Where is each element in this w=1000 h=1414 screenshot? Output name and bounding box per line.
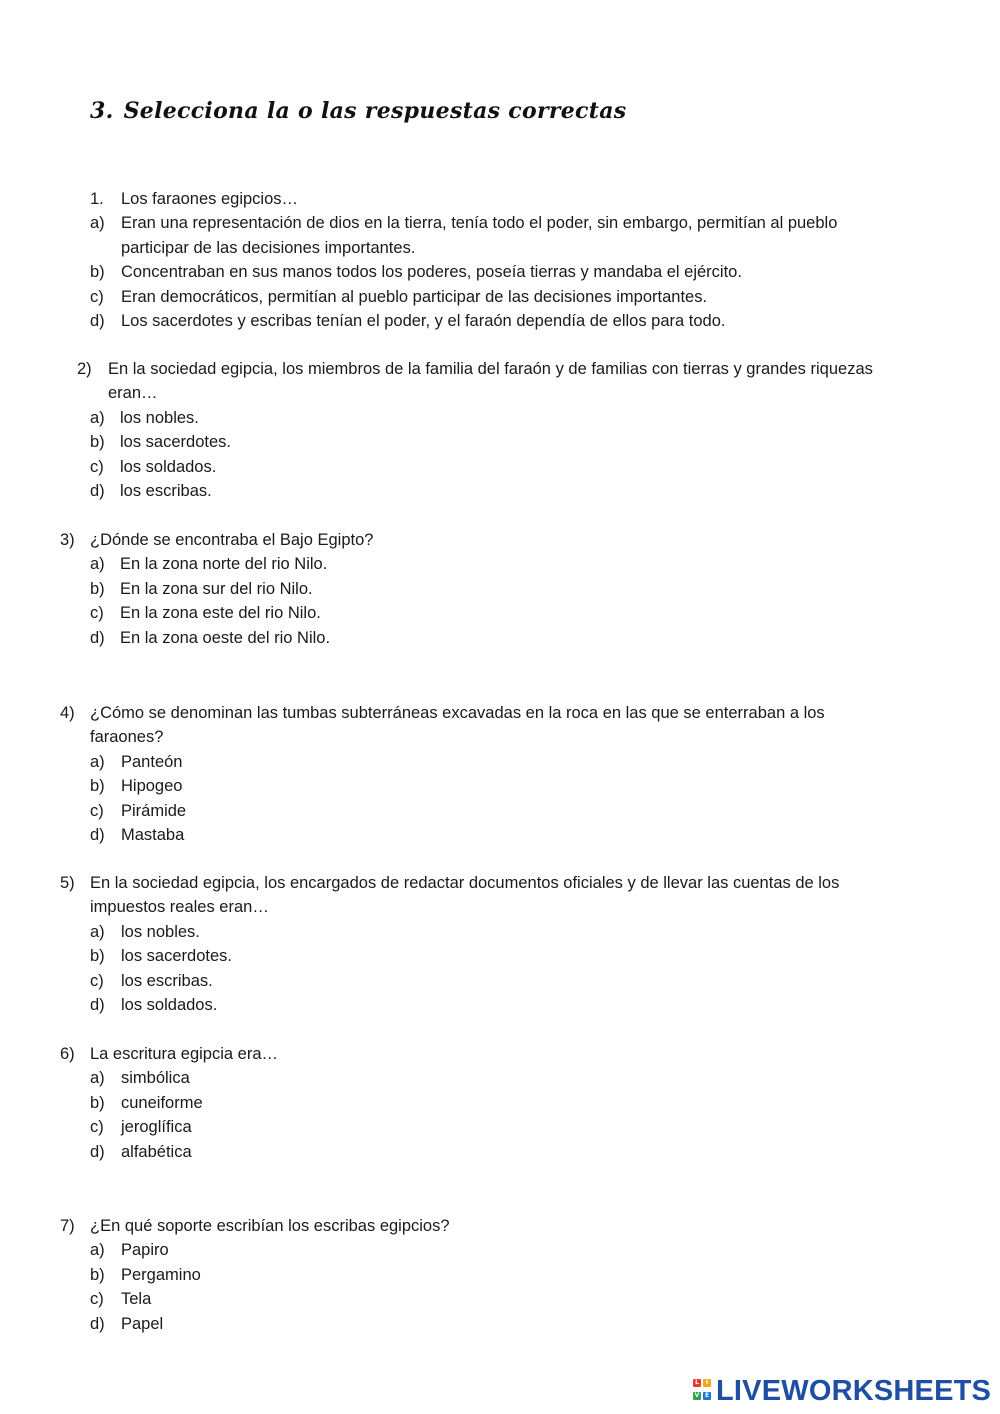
option-text: simbólica [121, 1069, 190, 1088]
option-text: los escribas. [120, 482, 212, 500]
logo-tile: L [693, 1379, 701, 1387]
option-label: a) [90, 408, 105, 427]
option-label: d) [90, 1142, 105, 1161]
question-text: ¿En qué soporte escribían los escribas egipcios? [90, 1217, 450, 1235]
question-text: eran… [108, 384, 158, 403]
option-text: En la zona este del rio Nilo. [120, 604, 321, 623]
option-label: d) [90, 1314, 105, 1333]
option-label: a) [90, 555, 105, 574]
option-label: c) [90, 457, 104, 476]
option-text: alfabética [121, 1142, 192, 1161]
title-text: Selecciona la o las respuestas correctas [123, 98, 627, 124]
option-text: los soldados. [121, 996, 218, 1014]
option-text: Concentraban en sus manos todos los poderes, poseía tierras y mandaba el ejército. [121, 263, 742, 282]
option-label: b) [90, 433, 105, 452]
option-label: a) [90, 922, 105, 941]
option-text: Eran democráticos, permitían al pueblo participar de las decisiones importantes. [121, 287, 708, 306]
question-text: faraones? [90, 728, 164, 747]
option-label: b) [90, 579, 105, 598]
option-text: los sacerdotes. [120, 433, 231, 452]
option-label: a) [90, 1241, 105, 1260]
option-text: los soldados. [120, 457, 217, 476]
option-text: En la zona norte del rio Nilo. [120, 555, 328, 574]
option-text: los nobles. [120, 408, 199, 427]
option-label: c) [90, 1118, 104, 1137]
option-label: d) [90, 826, 105, 844]
option-text: Panteón [121, 752, 183, 771]
option-label: c) [90, 801, 104, 820]
question-text: La escritura egipcia era… [90, 1045, 279, 1063]
question-number: 4) [60, 704, 75, 722]
option-label: b) [90, 263, 105, 282]
option-label: d) [90, 996, 105, 1014]
option-label: d) [90, 628, 105, 647]
option-label: d) [90, 312, 105, 330]
option-text: En la zona sur del rio Nilo. [120, 579, 313, 598]
question-text: En la sociedad egipcia, los miembros de la familia del faraón y de familias con tierras y grandes riquezas [108, 360, 873, 378]
option-text: Pergamino [121, 1265, 201, 1284]
question-number: 5) [60, 874, 75, 892]
option-label: a) [90, 1069, 105, 1088]
option-text: Papel [121, 1314, 164, 1333]
worksheet-title [90, 98, 626, 124]
option-label: b) [90, 777, 105, 796]
option-text: Papiro [121, 1241, 169, 1260]
option-label: b) [90, 1265, 105, 1284]
option-text: los escribas. [121, 971, 213, 990]
option-text: cuneiforme [121, 1093, 203, 1112]
option-text: En la zona oeste del rio Nilo. [120, 628, 331, 647]
option-label: d) [90, 482, 105, 500]
question-text: En la sociedad egipcia, los encargados de redactar documentos oficiales y de llevar las cuentas de los [90, 874, 840, 892]
option-text: participar de las decisiones importantes. [121, 238, 416, 257]
option-label: b) [90, 1093, 105, 1112]
question-text: ¿Dónde se encontraba el Bajo Egipto? [90, 531, 374, 549]
option-text: Eran una representación de dios en la tierra, tenía todo el poder, sin embargo, permitían al pueblo [121, 214, 838, 233]
logo-tile: E [704, 1392, 710, 1399]
question-text: impuestos reales eran… [90, 898, 269, 917]
option-text: Mastaba [121, 826, 185, 844]
question-number: 6) [60, 1045, 75, 1063]
option-text: los nobles. [121, 922, 200, 941]
question-number: 1. [90, 190, 104, 208]
option-label: c) [90, 604, 104, 623]
option-label: a) [90, 752, 105, 771]
option-text: los sacerdotes. [121, 947, 232, 966]
option-label: c) [90, 287, 104, 306]
logo-tile: V [694, 1392, 700, 1399]
title-number: 3. [90, 98, 114, 124]
question-number: 7) [60, 1217, 75, 1235]
logo-text: LIVEWORKSHEETS [716, 1374, 992, 1407]
option-label: b) [90, 947, 105, 966]
option-text: Tela [121, 1290, 152, 1309]
question-number: 2) [77, 360, 92, 378]
logo-grid-icon [693, 1378, 713, 1404]
option-label: a) [90, 214, 105, 233]
liveworksheets-logo [693, 1374, 991, 1408]
option-label: c) [90, 971, 104, 990]
option-text: jeroglífica [121, 1118, 192, 1137]
option-text: Hipogeo [121, 777, 183, 796]
question-text: ¿Cómo se denominan las tumbas subterráneas excavadas en la roca en las que se enterraban a los [90, 704, 825, 722]
option-text: Pirámide [121, 801, 187, 820]
question-number: 3) [60, 531, 75, 549]
option-text: Los sacerdotes y escribas tenían el poder, y el faraón dependía de ellos para todo. [121, 312, 726, 330]
question-text: Los faraones egipcios… [121, 190, 299, 208]
option-label: c) [90, 1290, 104, 1309]
logo-tile: I [703, 1379, 711, 1387]
